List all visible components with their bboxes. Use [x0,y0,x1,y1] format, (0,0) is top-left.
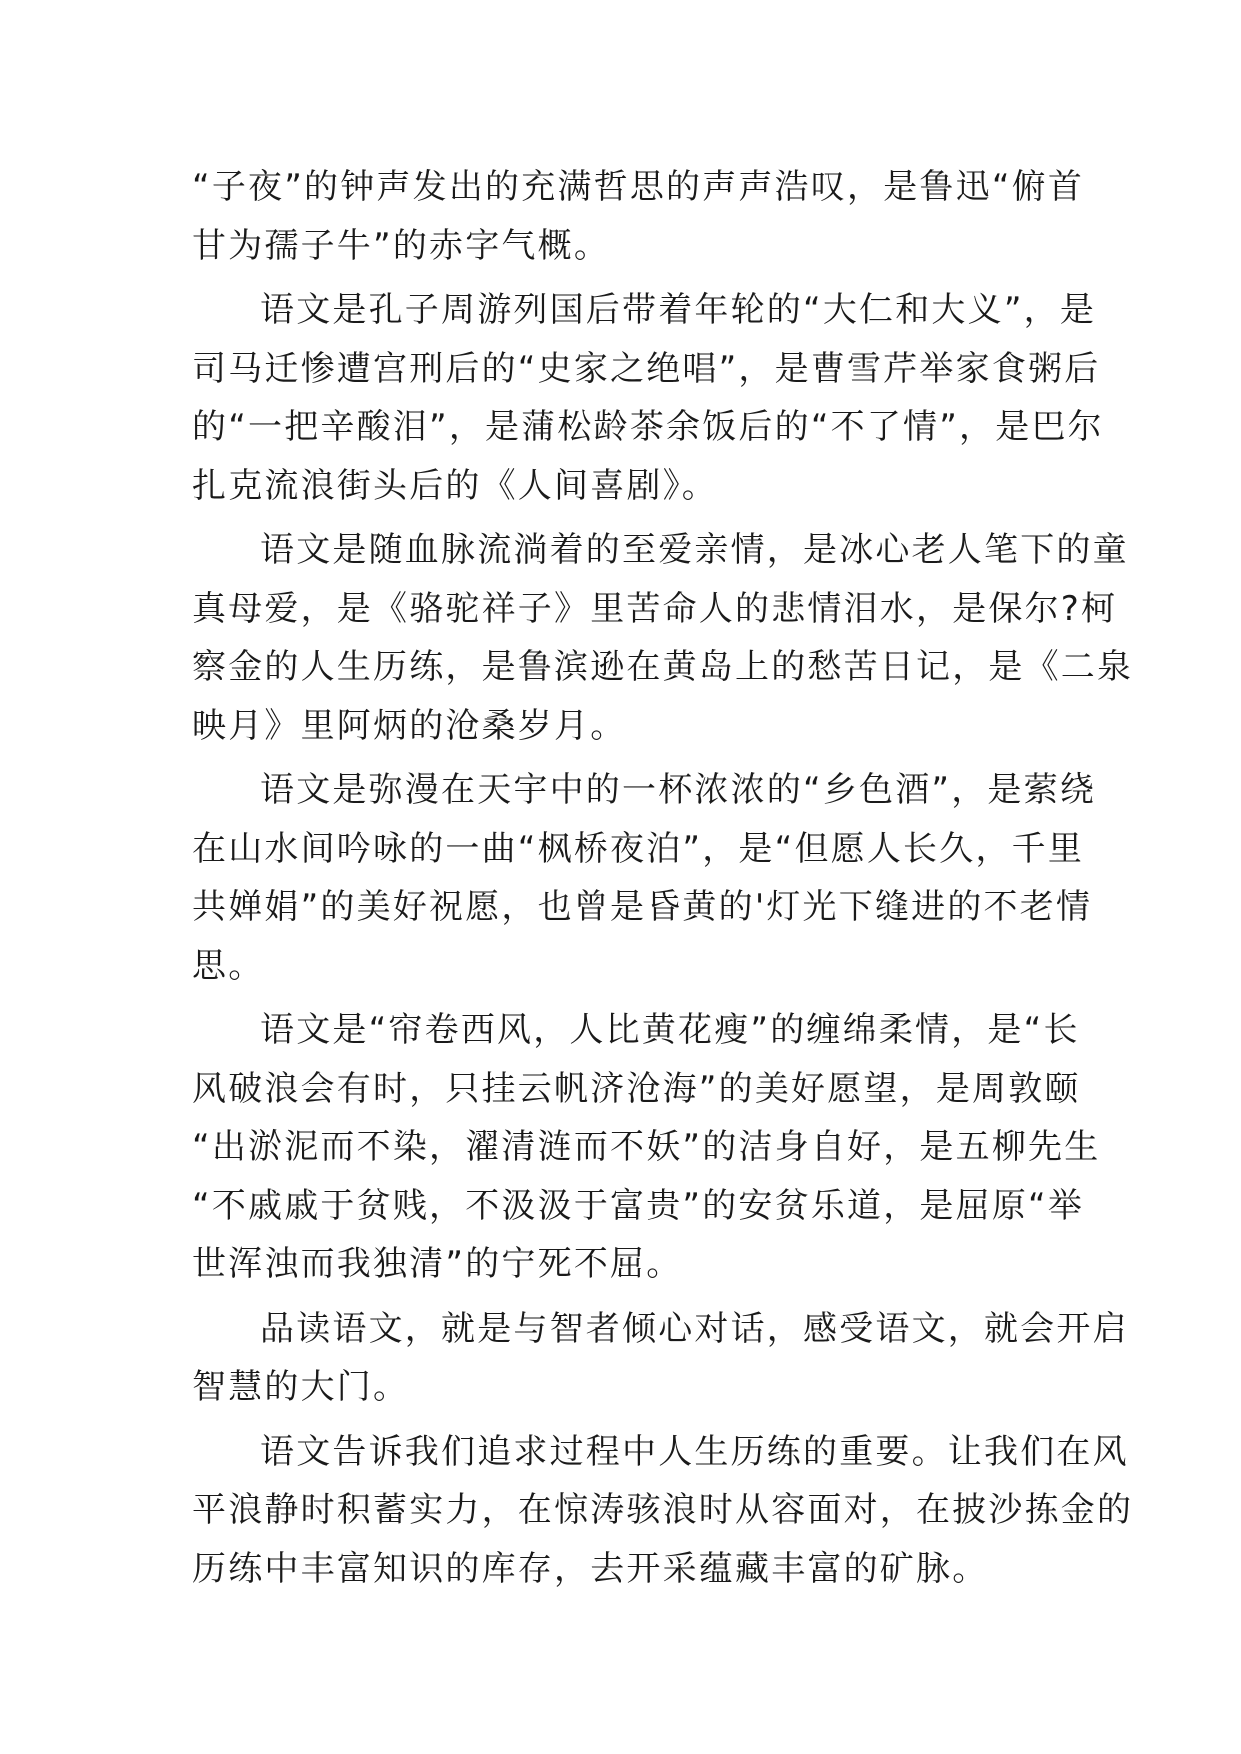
text-line: 语文是“帘卷西风，人比黄花瘦”的缠绵柔情，是“长 [260,1010,1080,1050]
paragraph [192,1001,1101,1294]
paragraph [192,158,1085,275]
text-line: 智慧的大门。 [192,1367,410,1407]
text-line: 真母爱，是《骆驼祥子》里苦命人的悲情泪水，是保尔?柯 [192,588,1118,629]
text-line: 风破浪会有时，只挂云帆济沧海”的美好愿望，是周敦颐 [192,1068,1081,1109]
paragraph [192,1300,1129,1417]
text-line: 映月》里阿炳的沧桑岁月。 [192,705,627,746]
text-line: 语文告诉我们追求过程中人生历练的重要。让我们在风 [260,1431,1129,1472]
text-line: “子夜”的钟声发出的充满哲思的声声浩叹，是鲁迅“俯首 [192,167,1085,207]
paragraph [192,521,1134,755]
document-body [192,158,1134,1598]
text-line: 历练中丰富知识的库存，去开采蕴藏丰富的矿脉。 [192,1548,989,1589]
text-line: “不戚戚于贫贱，不汲汲于富贵”的安贫乐道，是屈原“举 [192,1185,1085,1226]
text-line: 察金的人生历练，是鲁滨逊在黄岛上的愁苦日记，是《二泉 [192,647,1134,687]
text-line: 共婵娟”的美好祝愿，也曾是昏黄的'灯光下缝进的不老情 [192,887,1093,927]
text-line: 语文是孔子周游列国后带着年轮的“大仁和大义”，是 [260,290,1097,330]
paragraph [192,1423,1134,1599]
text-line: 扎克流浪街头后的《人间喜剧》。 [192,465,718,506]
text-line: 平浪静时积蓄实力，在惊涛骇浪时从容面对，在披沙拣金的 [192,1490,1134,1530]
text-line: 的“一把辛酸泪”，是蒲松龄茶余饭后的“不了情”，是巴尔 [192,407,1104,447]
text-line: 品读语文，就是与智者倾心对话，感受语文，就会开启 [260,1308,1129,1349]
text-line: 语文是弥漫在天宇中的一杯浓浓的“乡色酒”，是萦绕 [260,770,1097,810]
text-line: “出淤泥而不染，濯清涟而不妖”的洁身自好，是五柳先生 [192,1127,1101,1167]
text-line: 司马迁惨遭宫刑后的“史家之绝唱”，是曹雪芹举家食粥后 [192,348,1101,389]
text-line: 世浑浊而我独清”的宁死不屈。 [192,1244,683,1284]
text-line: 语文是随血脉流淌着的至爱亲情，是冰心老人笔下的童 [260,530,1129,570]
text-line: 思。 [192,945,265,986]
paragraph [192,761,1097,995]
text-line: 甘为孺子牛”的赤字气概。 [192,225,611,266]
text-line: 在山水间吟咏的一曲“枫桥夜泊”，是“但愿人长久，千里 [192,828,1085,869]
paragraph [192,281,1104,515]
